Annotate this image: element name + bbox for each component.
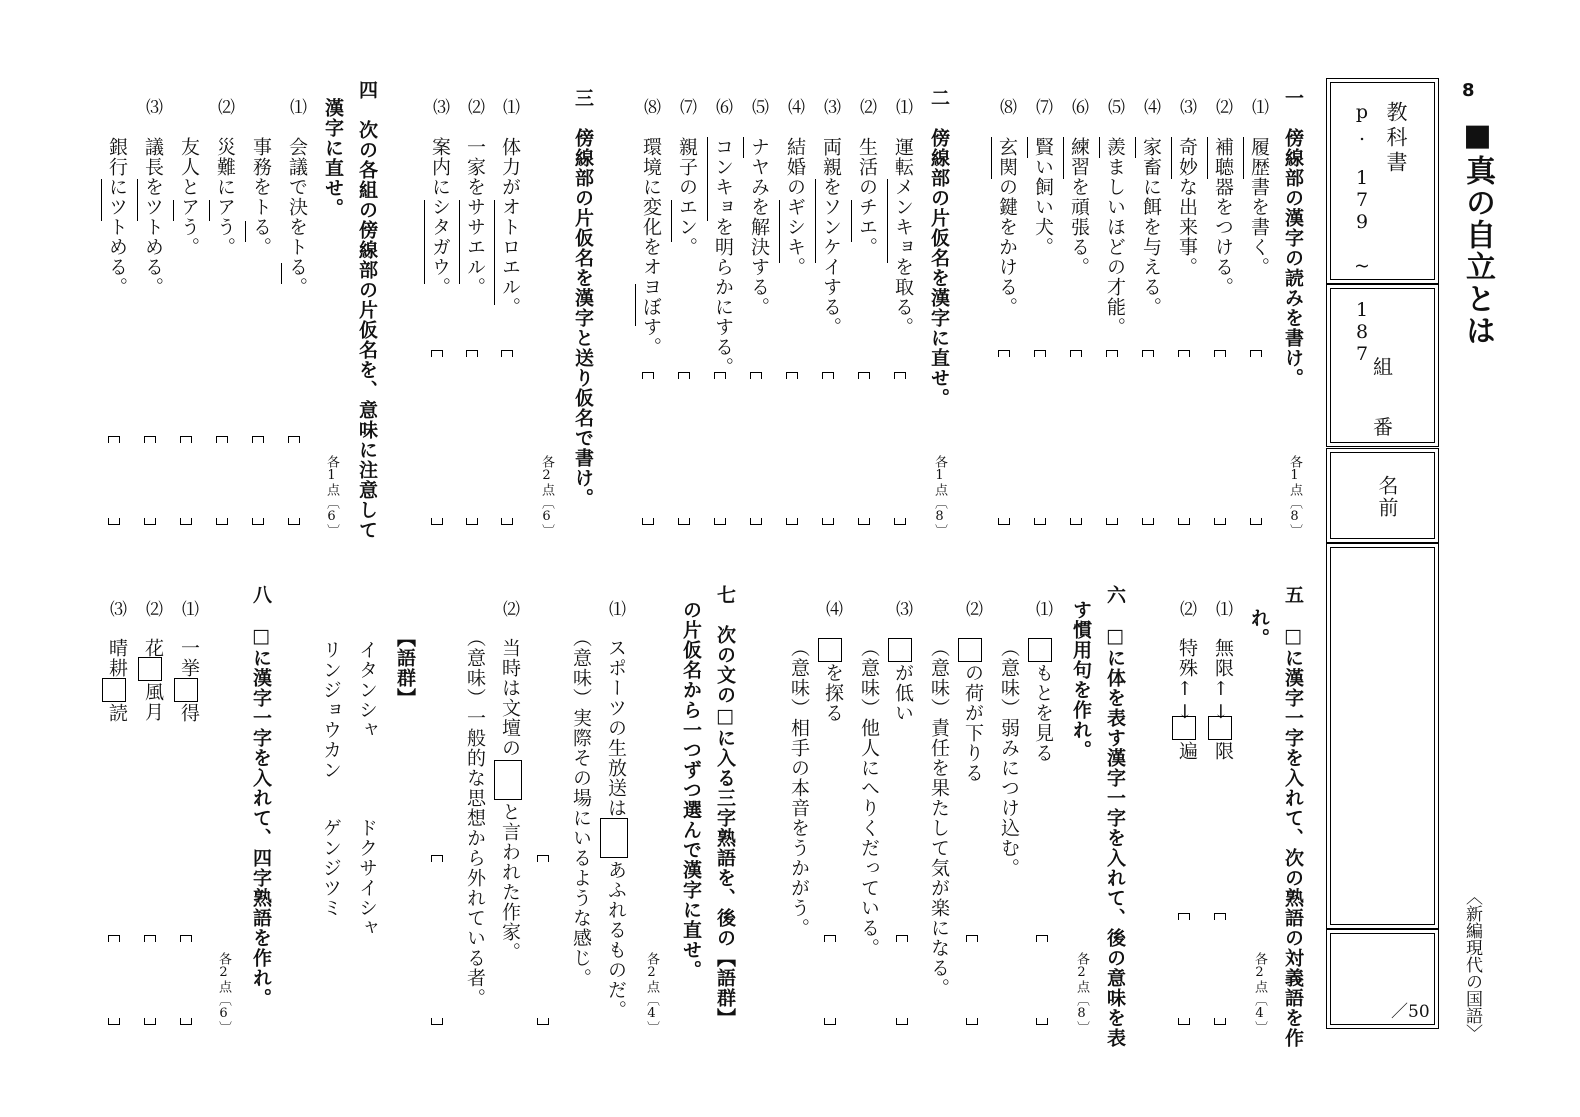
s1-item2-num: ⑵ [1212,98,1232,115]
answer-box[interactable] [642,372,652,525]
s7-item2-meaning: （意味）一般的な思想から外れている者。 [464,628,486,1008]
underline [1207,137,1208,179]
underline [1099,137,1100,158]
s2-item4-num: ⑷ [784,98,804,115]
answer-box[interactable] [180,935,190,1025]
s1-item1-text: 履歴書を書く。 [1248,137,1270,277]
answer-box[interactable] [252,436,262,525]
s2-item3-num: ⑶ [820,98,840,115]
answer-box[interactable] [1036,935,1046,1025]
s5-item1-kanji: 限 [1212,741,1234,761]
s8-item3-blank[interactable] [102,678,126,702]
page-number: 8 [1462,80,1475,101]
s1-item1-num: ⑴ [1248,98,1268,115]
underline [494,200,495,305]
answer-box[interactable] [144,436,154,525]
underline [1135,137,1136,158]
s7-item2-pre: 当時は文壇の [499,638,521,758]
name-field[interactable] [1330,547,1435,925]
s4-item3b-text: 銀行にツトめる。 [106,137,128,297]
answer-box[interactable] [1214,913,1224,1025]
answer-box[interactable] [1070,350,1080,525]
underline [209,200,210,221]
answer-box[interactable] [824,935,834,1025]
textbook-pages: p. 179 ~ 187 [1351,101,1373,365]
answer-box[interactable] [216,436,226,525]
underline [173,200,174,221]
answer-box[interactable] [714,372,724,525]
s5-item2-word: 特殊 [1176,638,1198,678]
s1-item4-num: ⑷ [1140,98,1160,115]
section8-heading: 八 □に漢字一字を入れて、四字熟語を作れ。 [250,585,272,1008]
number-label: 番 [1373,415,1393,439]
s7-item2-num: ⑵ [499,600,519,617]
s2-item2-text: 生活のチエ。 [856,137,878,257]
section5-points: 各2点〔4〕 [1252,952,1267,1034]
underline [671,200,672,242]
underline [815,179,816,263]
underline [1027,137,1028,158]
section6-heading-cont: す慣用句を作れ。 [1070,600,1092,760]
s2-item4-text: 結婚のギシキ。 [784,137,806,277]
answer-box[interactable] [144,935,154,1025]
s7-item1-num: ⑴ [605,600,625,617]
s6-item2-blank[interactable] [958,638,982,662]
section4-points: 各1点〔6〕 [324,455,339,537]
answer-box[interactable] [1106,350,1116,525]
s2-item7-text: 親子のエン。 [676,137,698,257]
answer-box[interactable] [537,855,547,1025]
s6-item2-phrase: の荷が下りる [962,663,984,783]
answer-box[interactable] [108,935,118,1025]
underline [1243,137,1244,179]
s5-item2-kanji: 遍 [1176,741,1198,761]
answer-box[interactable] [1142,350,1152,525]
class-box [1330,288,1435,443]
underline [743,137,744,158]
section4-heading: 四 次の各組の傍線部の片仮名を、意味に注意して [356,80,378,540]
s7-item1-post: あふれるものだ。 [605,860,627,1020]
page-title: ■真の自立とは [1460,118,1495,347]
s5-item1-word: 無限 [1212,638,1234,678]
s8-item3-num: ⑶ [106,600,126,617]
s1-item8-text: 玄関の鍵をかける。 [996,137,1018,317]
s1-item3-text: 奇妙な出来事。 [1176,137,1198,277]
s8-item1-a: 一挙 [178,638,200,678]
section4-heading-cont: 漢字に直せ。 [322,98,344,218]
s5-item1-blank[interactable] [1208,716,1232,740]
section7-points: 各2点〔4〕 [644,952,659,1034]
s2-item8-num: ⑻ [640,98,660,115]
s3-item3-num: ⑶ [429,98,449,115]
answer-box[interactable] [108,436,118,525]
gogun-word-4: ゲンジツミ [320,818,342,918]
s2-item5-text: ナヤみを解決する。 [748,137,770,317]
section8-points: 各2点〔6〕 [216,952,231,1034]
name-label-box [1330,452,1435,539]
name-label: 名前 [1375,475,1399,519]
s8-item2-num: ⑵ [142,600,162,617]
s8-item2-a: 花 [142,638,164,658]
s6-item3-blank[interactable] [888,638,912,662]
underline [635,284,636,326]
s6-item4-blank[interactable] [818,638,842,662]
s4-item3a-text: 議長をツトめる。 [142,137,164,297]
s4-item2a-text: 災難にアう。 [214,137,236,257]
answer-box[interactable] [1034,350,1044,525]
s4-item2-num: ⑵ [214,98,234,115]
textbook-label: 教科書 [1384,101,1408,176]
s1-item3-num: ⑶ [1176,98,1196,115]
s2-item1-num: ⑴ [892,98,912,115]
s6-item4-num: ⑷ [822,600,842,617]
s6-item1-blank[interactable] [1028,638,1052,662]
answer-box[interactable] [896,935,906,1025]
s2-item6-text: コンキョを明らかにする。 [712,137,734,377]
s5-item2-arrow: ↑↓ [1174,678,1196,724]
section2-heading: 二 傍線部の片仮名を漢字に直せ。 [928,88,950,408]
answer-box[interactable] [501,350,511,525]
answer-box[interactable] [858,372,868,525]
s1-item6-text: 練習を頑張る。 [1068,137,1090,277]
s1-item6-num: ⑹ [1068,98,1088,115]
s6-item3-meaning: （意味）他人にへりくだっている。 [858,638,880,958]
section5-heading: 五 □に漢字一字を入れて、次の熟語の対義語を作 [1282,585,1304,1048]
s6-item3-num: ⑶ [892,600,912,617]
section7-heading-cont: の片仮名から一つずつ選んで漢字に直せ。 [680,600,702,980]
s1-item7-text: 賢い飼い犬。 [1032,137,1054,257]
underline [101,179,102,221]
s1-item2-text: 補聴器をつける。 [1212,137,1234,297]
class-label: 組 [1373,355,1393,379]
s7-item1-meaning: （意味）実際その場にいるような感じ。 [570,628,592,988]
s1-item8-num: ⑻ [996,98,1016,115]
score-label: ／50 [1391,1002,1430,1022]
s6-item1-meaning: （意味）弱みにつけ込む。 [998,638,1020,878]
underline [1063,137,1064,179]
underline [459,200,460,284]
section5-heading-cont: れ。 [1248,608,1270,648]
s3-item3-text: 案内にシタガウ。 [429,137,451,297]
s5-item2-blank[interactable] [1172,716,1196,740]
underline [137,179,138,221]
s3-item1-text: 体力がオトロエル。 [499,137,521,317]
s6-item1-num: ⑴ [1032,600,1052,617]
s2-item5-num: ⑸ [748,98,768,115]
answer-box[interactable] [180,436,190,525]
s8-item3-a: 晴耕 [106,638,128,678]
s7-item1-pre: スポーツの生放送は [605,638,627,818]
s6-item2-meaning: （意味）責任を果たして気が楽になる。 [928,638,950,998]
s5-item2-num: ⑵ [1176,600,1196,617]
underline [707,137,708,221]
s3-item1-num: ⑴ [499,98,519,115]
underline [851,200,852,242]
s8-item1-num: ⑴ [178,600,198,617]
section6-points: 各2点〔8〕 [1074,952,1089,1034]
underline [245,221,246,242]
answer-box[interactable] [822,372,832,525]
s3-item2-text: 一家をササエル。 [464,137,486,297]
score-box [1330,933,1435,1025]
s2-item3-text: 両親をソンケイする。 [820,137,842,337]
s6-item4-meaning: （意味）相手の本音をうかがう。 [788,638,810,938]
s4-item2b-text: 友人とアう。 [178,137,200,257]
section3-points: 各2点〔6〕 [539,455,554,537]
s8-item2-b: 風月 [142,682,164,722]
series-label: 〈新編現代の国語〉 [1462,888,1482,1041]
section2-points: 各1点〔8〕 [932,455,947,537]
answer-box[interactable] [1178,350,1188,525]
underline [887,179,888,263]
s7-item1-blank[interactable] [600,818,628,858]
underline [424,200,425,284]
s1-item5-text: 羨ましいほどの才能。 [1104,137,1126,337]
underline [991,137,992,179]
answer-box[interactable] [894,372,904,525]
answer-box[interactable] [431,350,441,525]
s6-item2-num: ⑵ [962,600,982,617]
gogun-word-3: リンジョウカン [320,640,342,780]
answer-box[interactable] [466,350,476,525]
s8-item3-b: 読 [106,703,128,723]
s6-item4-phrase: を探る [822,663,844,723]
gogun-word-2: ドクサイシャ [356,818,378,938]
answer-box[interactable] [678,372,688,525]
gogun-word-1: イタンシャ [356,640,378,740]
s4-item3-num: ⑶ [142,98,162,115]
section3-heading: 三 傍線部の片仮名を漢字と送り仮名で書け。 [572,88,594,508]
s8-item2-blank[interactable] [138,657,162,681]
s2-item2-num: ⑵ [856,98,876,115]
answer-box[interactable] [431,855,441,1025]
s7-item2-blank[interactable] [494,760,522,800]
underline [779,200,780,263]
s5-item1-arrow: ↑↓ [1210,678,1232,724]
s3-item2-num: ⑵ [464,98,484,115]
s1-item4-text: 家畜に餌を与える。 [1140,137,1162,317]
answer-box[interactable] [1250,350,1260,525]
s4-item1-num: ⑴ [286,98,306,115]
s8-item1-blank[interactable] [174,678,198,702]
textbook-box [1330,82,1435,365]
answer-box[interactable] [998,350,1008,525]
section7-heading: 七 次の文の□に入る三字熟語を、後の【語群】 [714,585,736,1028]
gogun-label: 【語群】 [394,628,416,708]
s2-item1-text: 運転メンキョを取る。 [892,137,914,337]
underline [1171,137,1172,179]
answer-box[interactable] [966,935,976,1025]
answer-box[interactable] [1214,350,1224,525]
s2-item6-num: ⑹ [712,98,732,115]
answer-box[interactable] [1178,913,1188,1025]
s8-item1-b: 得 [178,703,200,723]
s6-item1-phrase: もとを見る [1032,663,1054,763]
underline [281,263,282,284]
s6-item3-phrase: が低い [892,663,914,723]
s4-item1a-text: 会議で決をトる。 [286,137,308,297]
answer-box[interactable] [288,436,298,525]
section1-points: 各1点〔8〕 [1287,455,1302,537]
section1-heading: 一 傍線部の漢字の読みを書け。 [1282,88,1304,388]
s2-item7-num: ⑺ [676,98,696,115]
answer-box[interactable] [750,372,760,525]
s5-item1-num: ⑴ [1212,600,1232,617]
s1-item7-num: ⑺ [1032,98,1052,115]
s2-item8-text: 環境に変化をオヨぼす。 [640,137,662,357]
s1-item5-num: ⑸ [1104,98,1124,115]
s4-item1b-text: 事務をトる。 [250,137,272,257]
answer-box[interactable] [786,372,796,525]
section6-heading: 六 □に体を表す漢字一字を入れて、後の意味を表 [1104,585,1126,1048]
s7-item2-post: と言われた作家。 [499,802,521,962]
